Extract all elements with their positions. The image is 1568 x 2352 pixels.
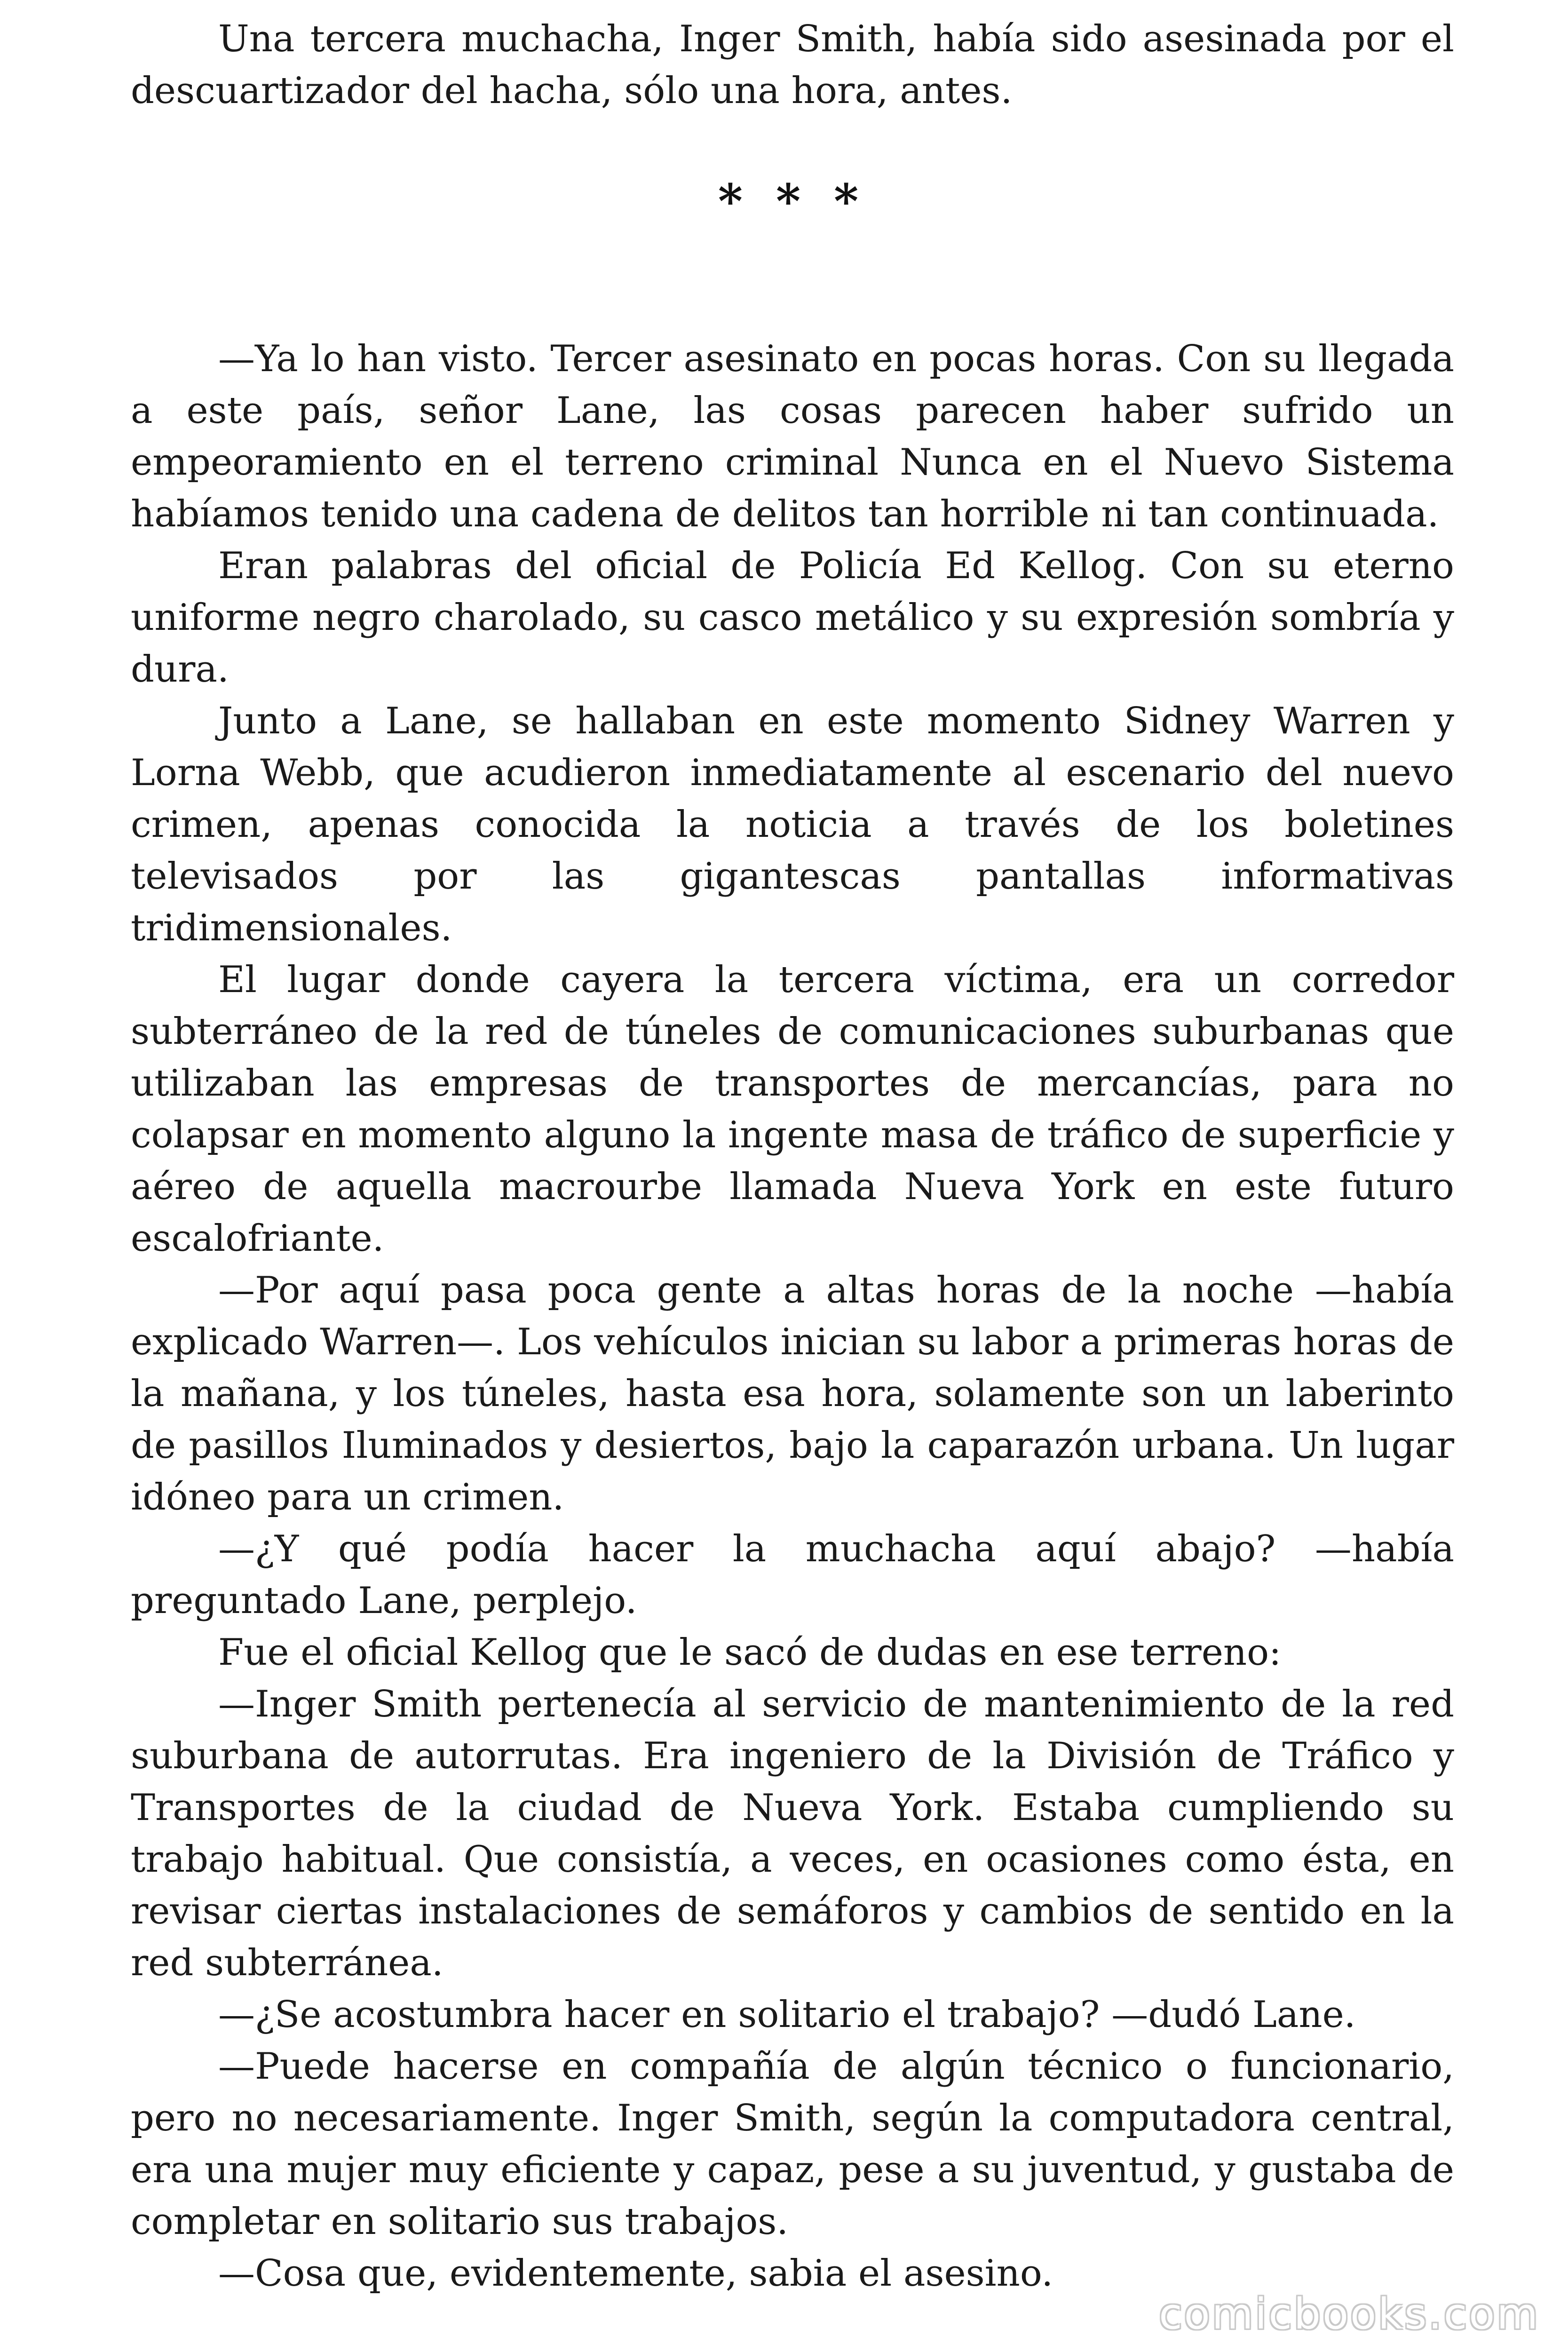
paragraph: —Cosa que, evidentemente, sabia el asesino. <box>218 2252 1053 2295</box>
paragraph: —Puede hacerse en compañía de algún técnico o funcionario, pero no necesariamente. Inger Smith, según la computadora central, era una mujer muy eficiente y capaz, pese a su juventud, y gustaba de completar en solitario sus trabajos. <box>131 2045 1454 2243</box>
paragraph: —Por aquí pasa poca gente a altas horas de la noche —había explicado Warren—. Los vehículos inician su labor a primeras horas de la mañana, y los túneles, hasta esa hora, solamente son un laberinto de pasillos Iluminados y desiertos, bajo la caparazón urbana. Un lugar idóneo para un crimen. <box>131 1269 1454 1518</box>
paragraph: —¿Y qué podía hacer la muchacha aquí abajo? —había preguntado Lane, perplejo. <box>131 1528 1454 1622</box>
paragraph: Fue el oficial Kellog que le sacó de dudas en ese terreno: <box>218 1631 1282 1674</box>
section-separator: * * * <box>718 174 867 229</box>
paragraph: —¿Se acostumbra hacer en solitario el trabajo? —dudó Lane. <box>218 1994 1356 2036</box>
paragraph: —Ya lo han visto. Tercer asesinato en pocas horas. Con su llegada a este país, señor Lane, las cosas parecen haber sufrido un empeoramiento en el terreno criminal Nunca en el Nuevo Sistema habíamos tenido una cadena de delitos tan horrible ni tan continuada. <box>131 338 1454 535</box>
paragraph: El lugar donde cayera la tercera víctima, era un corredor subterráneo de la red de túneles de comunicaciones suburbanas que utilizaban las empresas de transportes de mercancías, para no colapsar en momento alguno la ingente masa de tráfico de superficie y aéreo de aquella macrourbe llamada Nueva York en este futuro escalofriante. <box>131 959 1454 1260</box>
document-page <box>131 13 1454 2299</box>
paragraph-intro: Una tercera muchacha, Inger Smith, había sido asesinada por el descuartizador del hacha, sólo una hora, antes. <box>131 18 1454 112</box>
paragraph: Junto a Lane, se hallaban en este momento Sidney Warren y Lorna Webb, que acudieron inmediatamente al escenario del nuevo crimen, apenas conocida la noticia a través de los boletines televisados por las gigantescas pantallas informativas tridimensionales. <box>131 700 1454 949</box>
paragraph: Eran palabras del oficial de Policía Ed Kellog. Con su eterno uniforme negro charolado, su casco metálico y su expresión sombría y dura. <box>131 545 1454 691</box>
watermark-text: comicbooks.com <box>1159 2289 1540 2339</box>
paragraph: —Inger Smith pertenecía al servicio de mantenimiento de la red suburbana de autorrutas. Era ingeniero de la División de Tráfico y Transportes de la ciudad de Nueva York. Estaba cumpliendo su trabajo habitual. Que consistía, a veces, en ocasiones como ésta, en revisar ciertas instalaciones de semáforos y cambios de sentido en la red subterránea. <box>131 1683 1454 1984</box>
